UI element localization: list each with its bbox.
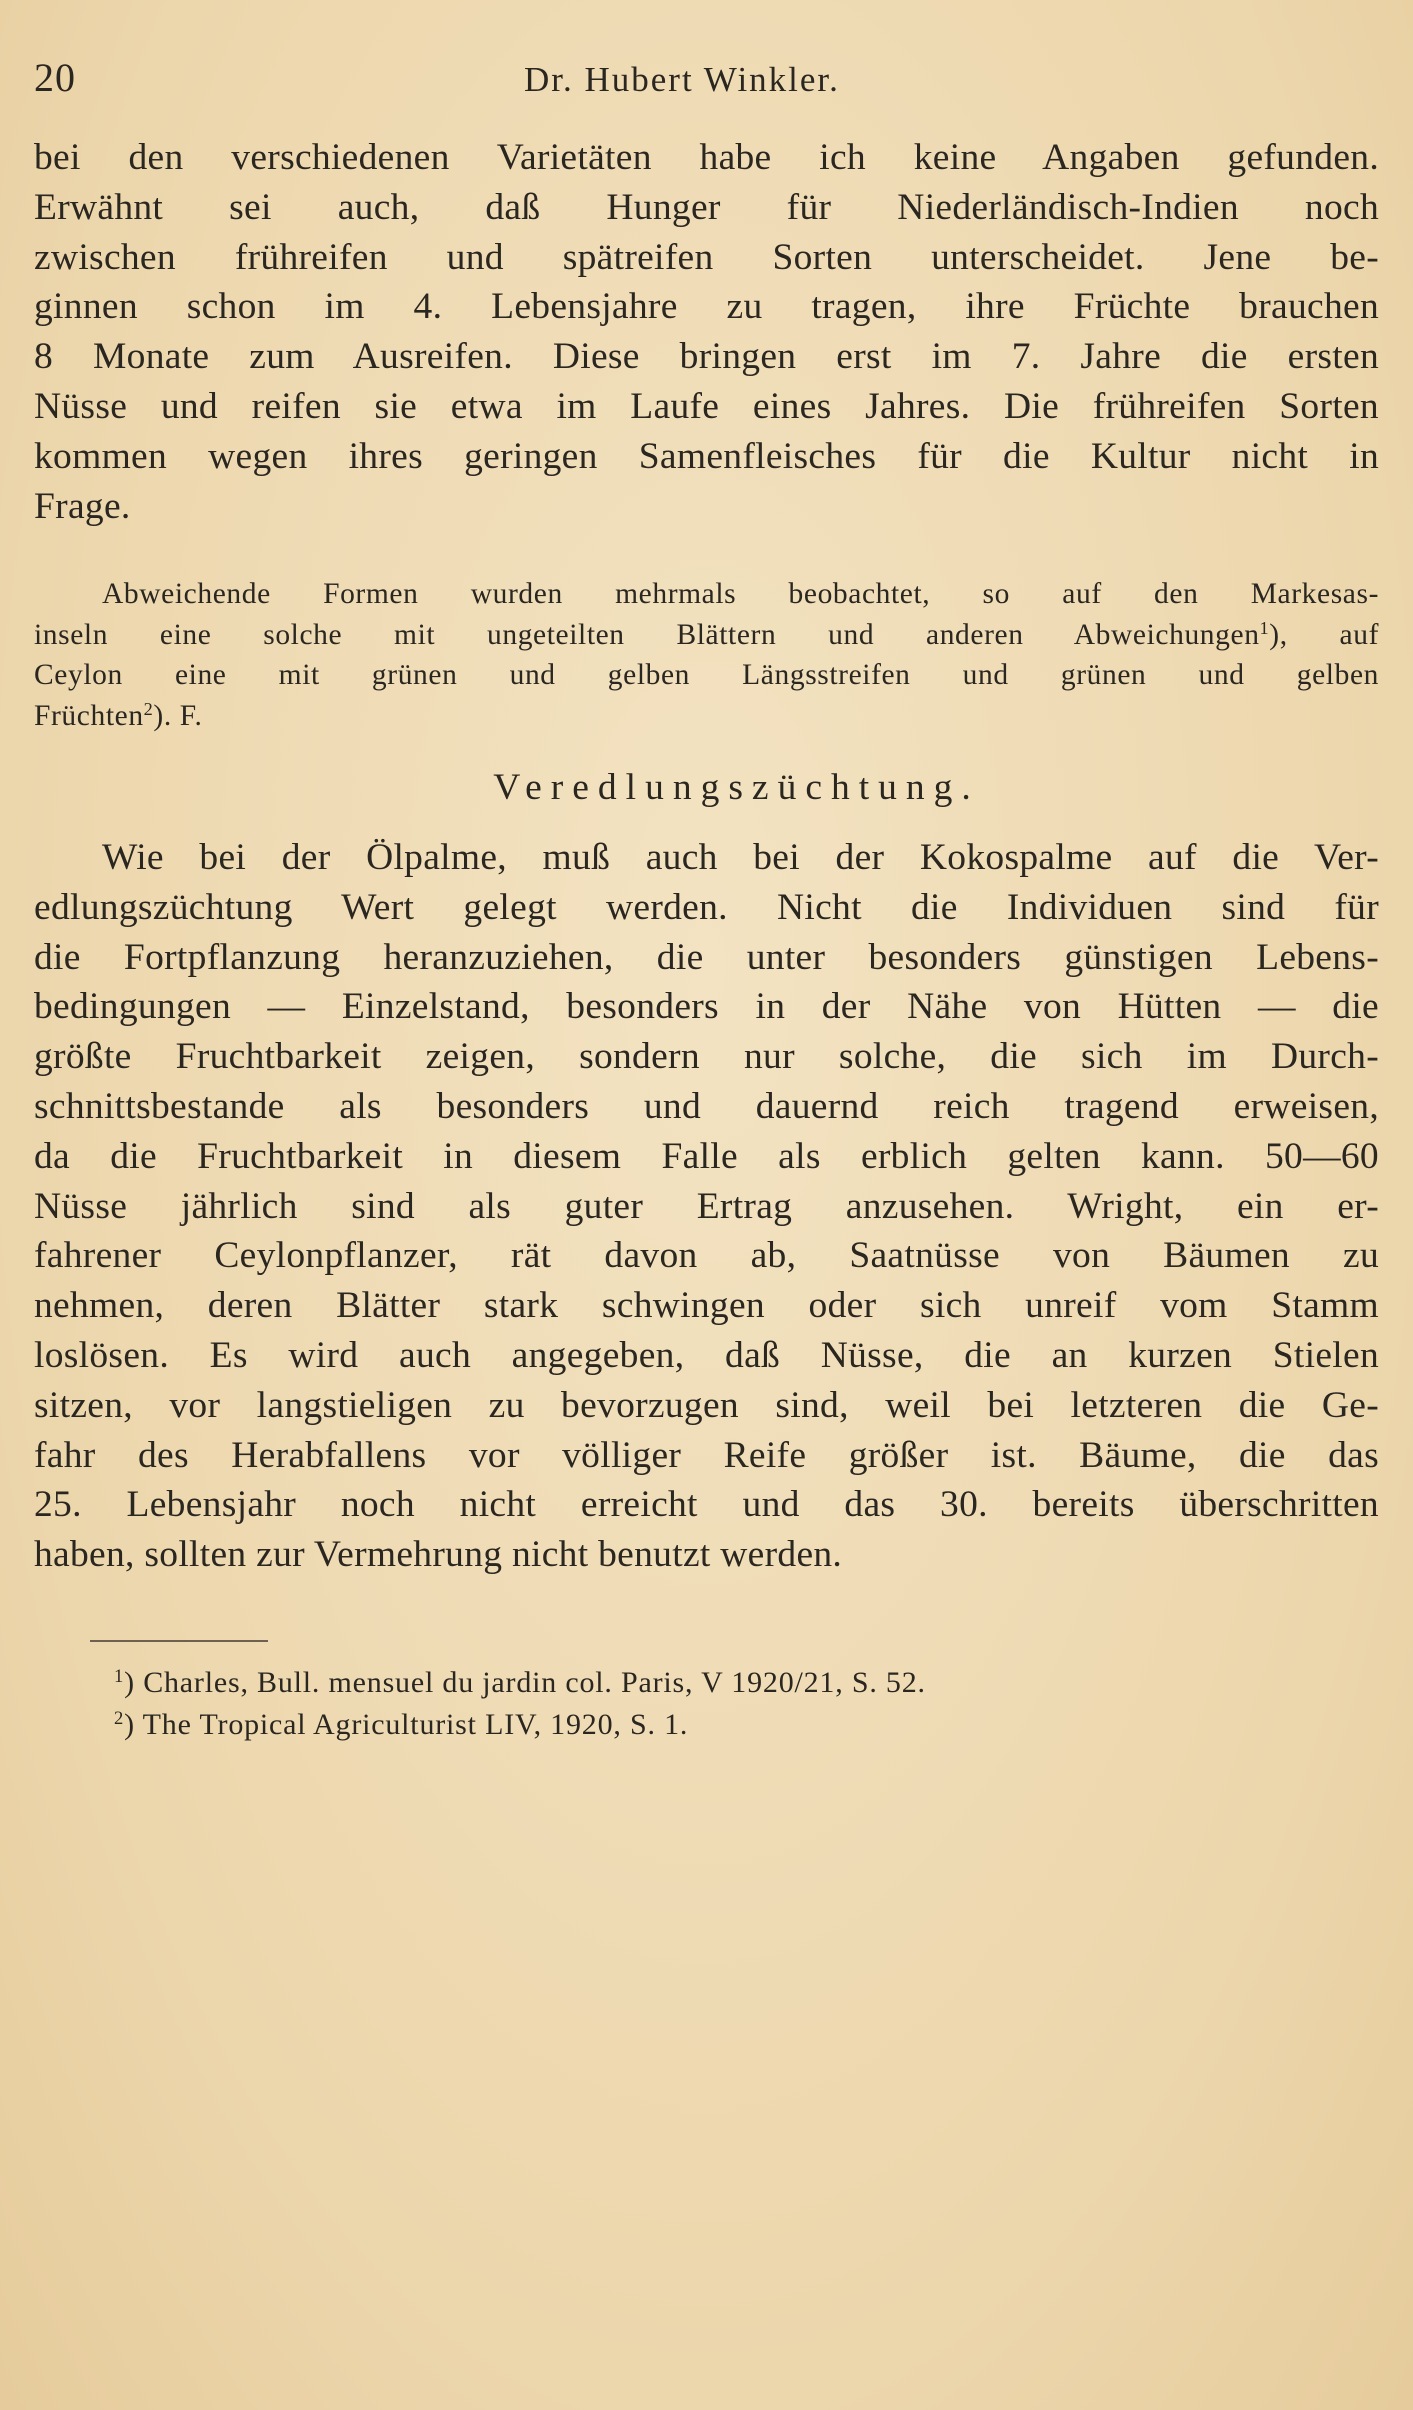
note-line-text: Früchten: [34, 699, 144, 732]
footnote-2: [114, 1704, 1294, 1746]
footnote-1: [114, 1662, 1294, 1704]
footnote-ref: 2: [143, 698, 154, 719]
note-line-text: inseln eine solche mit ungeteilten Blättern und anderen Abweichungen: [34, 618, 1260, 651]
text-line: 8 Monate zum Ausreifen. Diese bringen erst im 7. Jahre die ersten: [34, 336, 1379, 378]
section-heading: Veredlungszüchtung.: [493, 767, 980, 808]
text-line: fahr des Herabfallens vor völliger Reife größer ist. Bäume, die das: [34, 1434, 1379, 1476]
text-line: 25. Lebensjahr noch nicht erreicht und das 30. bereits überschritten: [34, 1484, 1379, 1526]
text-line: Erwähnt sei auch, daß Hunger für Niederländisch-Indien noch: [34, 186, 1379, 228]
text-line: bedingungen — Einzelstand, besonders in der Nähe von Hütten — die: [34, 986, 1379, 1028]
footnote-mark: 1: [114, 1665, 125, 1687]
footnote-divider: [90, 1640, 268, 1642]
small-print-paragraph: [34, 574, 1379, 736]
text-line: größte Fruchtbarkeit zeigen, sondern nur solche, die sich im Durch-: [34, 1036, 1379, 1078]
footnote-text: ) The Tropical Agriculturist LIV, 1920, S. 1.: [124, 1708, 689, 1741]
text-line: Nüsse jährlich sind als guter Ertrag anzusehen. Wright, ein er-: [34, 1185, 1379, 1227]
footnote-mark: 2: [114, 1707, 125, 1729]
text-line: da die Fruchtbarkeit in diesem Falle als erblich gelten kann. 50—60: [34, 1135, 1379, 1177]
note-line: [34, 696, 1379, 737]
text-line: nehmen, deren Blätter stark schwingen oder sich unreif vom Stamm: [34, 1285, 1379, 1327]
text-line: edlungszüchtung Wert gelegt werden. Nicht die Individuen sind für: [34, 886, 1379, 928]
note-line: Ceylon eine mit grünen und gelben Längsstreifen und grünen und gelben: [34, 659, 1379, 691]
note-line: [34, 615, 1379, 656]
paragraph-varieties: [34, 133, 1379, 531]
text-line: Frage.: [34, 485, 131, 527]
note-line-tail: ), auf: [1269, 618, 1379, 651]
footnote-text: ) Charles, Bull. mensuel du jardin col. Paris, V 1920/21, S. 52.: [124, 1666, 926, 1699]
paragraph-breeding: [34, 833, 1379, 1580]
note-line: Abweichende Formen wurden mehrmals beobachtet, so auf den Markesas-: [102, 578, 1379, 610]
text-line: schnittsbestande als besonders und dauernd reich tragend erweisen,: [34, 1085, 1379, 1127]
text-line: ginnen schon im 4. Lebensjahre zu tragen, ihre Früchte brauchen: [34, 286, 1379, 328]
text-line: sitzen, vor langstieligen zu bevorzugen sind, weil bei letzteren die Ge-: [34, 1384, 1379, 1426]
text-line: haben, sollten zur Vermehrung nicht benutzt werden.: [34, 1534, 843, 1576]
text-line: Nüsse und reifen sie etwa im Laufe eines Jahres. Die frühreifen Sorten: [34, 385, 1379, 427]
text-line: zwischen frühreifen und spätreifen Sorten unterscheidet. Jene be-: [34, 236, 1379, 278]
note-line-tail: ). F.: [153, 699, 203, 732]
running-head: Dr. Hubert Winkler.: [524, 60, 840, 99]
page-header: [34, 50, 1379, 110]
text-line: kommen wegen ihres geringen Samenfleisches für die Kultur nicht in: [34, 435, 1379, 477]
footnotes: [114, 1662, 1294, 1746]
page-number: 20: [34, 55, 76, 100]
text-line: fahrener Ceylonpflanzer, rät davon ab, Saatnüsse von Bäumen zu: [34, 1235, 1379, 1277]
text-line: Wie bei der Ölpalme, muß auch bei der Kokospalme auf die Ver-: [102, 837, 1379, 878]
text-line: bei den verschiedenen Varietäten habe ich keine Angaben gefunden.: [34, 137, 1379, 178]
footnote-ref: 1: [1259, 617, 1270, 638]
text-line: loslösen. Es wird auch angegeben, daß Nüsse, die an kurzen Stielen: [34, 1334, 1379, 1376]
text-line: die Fortpflanzung heranzuziehen, die unter besonders günstigen Lebens-: [34, 936, 1379, 978]
